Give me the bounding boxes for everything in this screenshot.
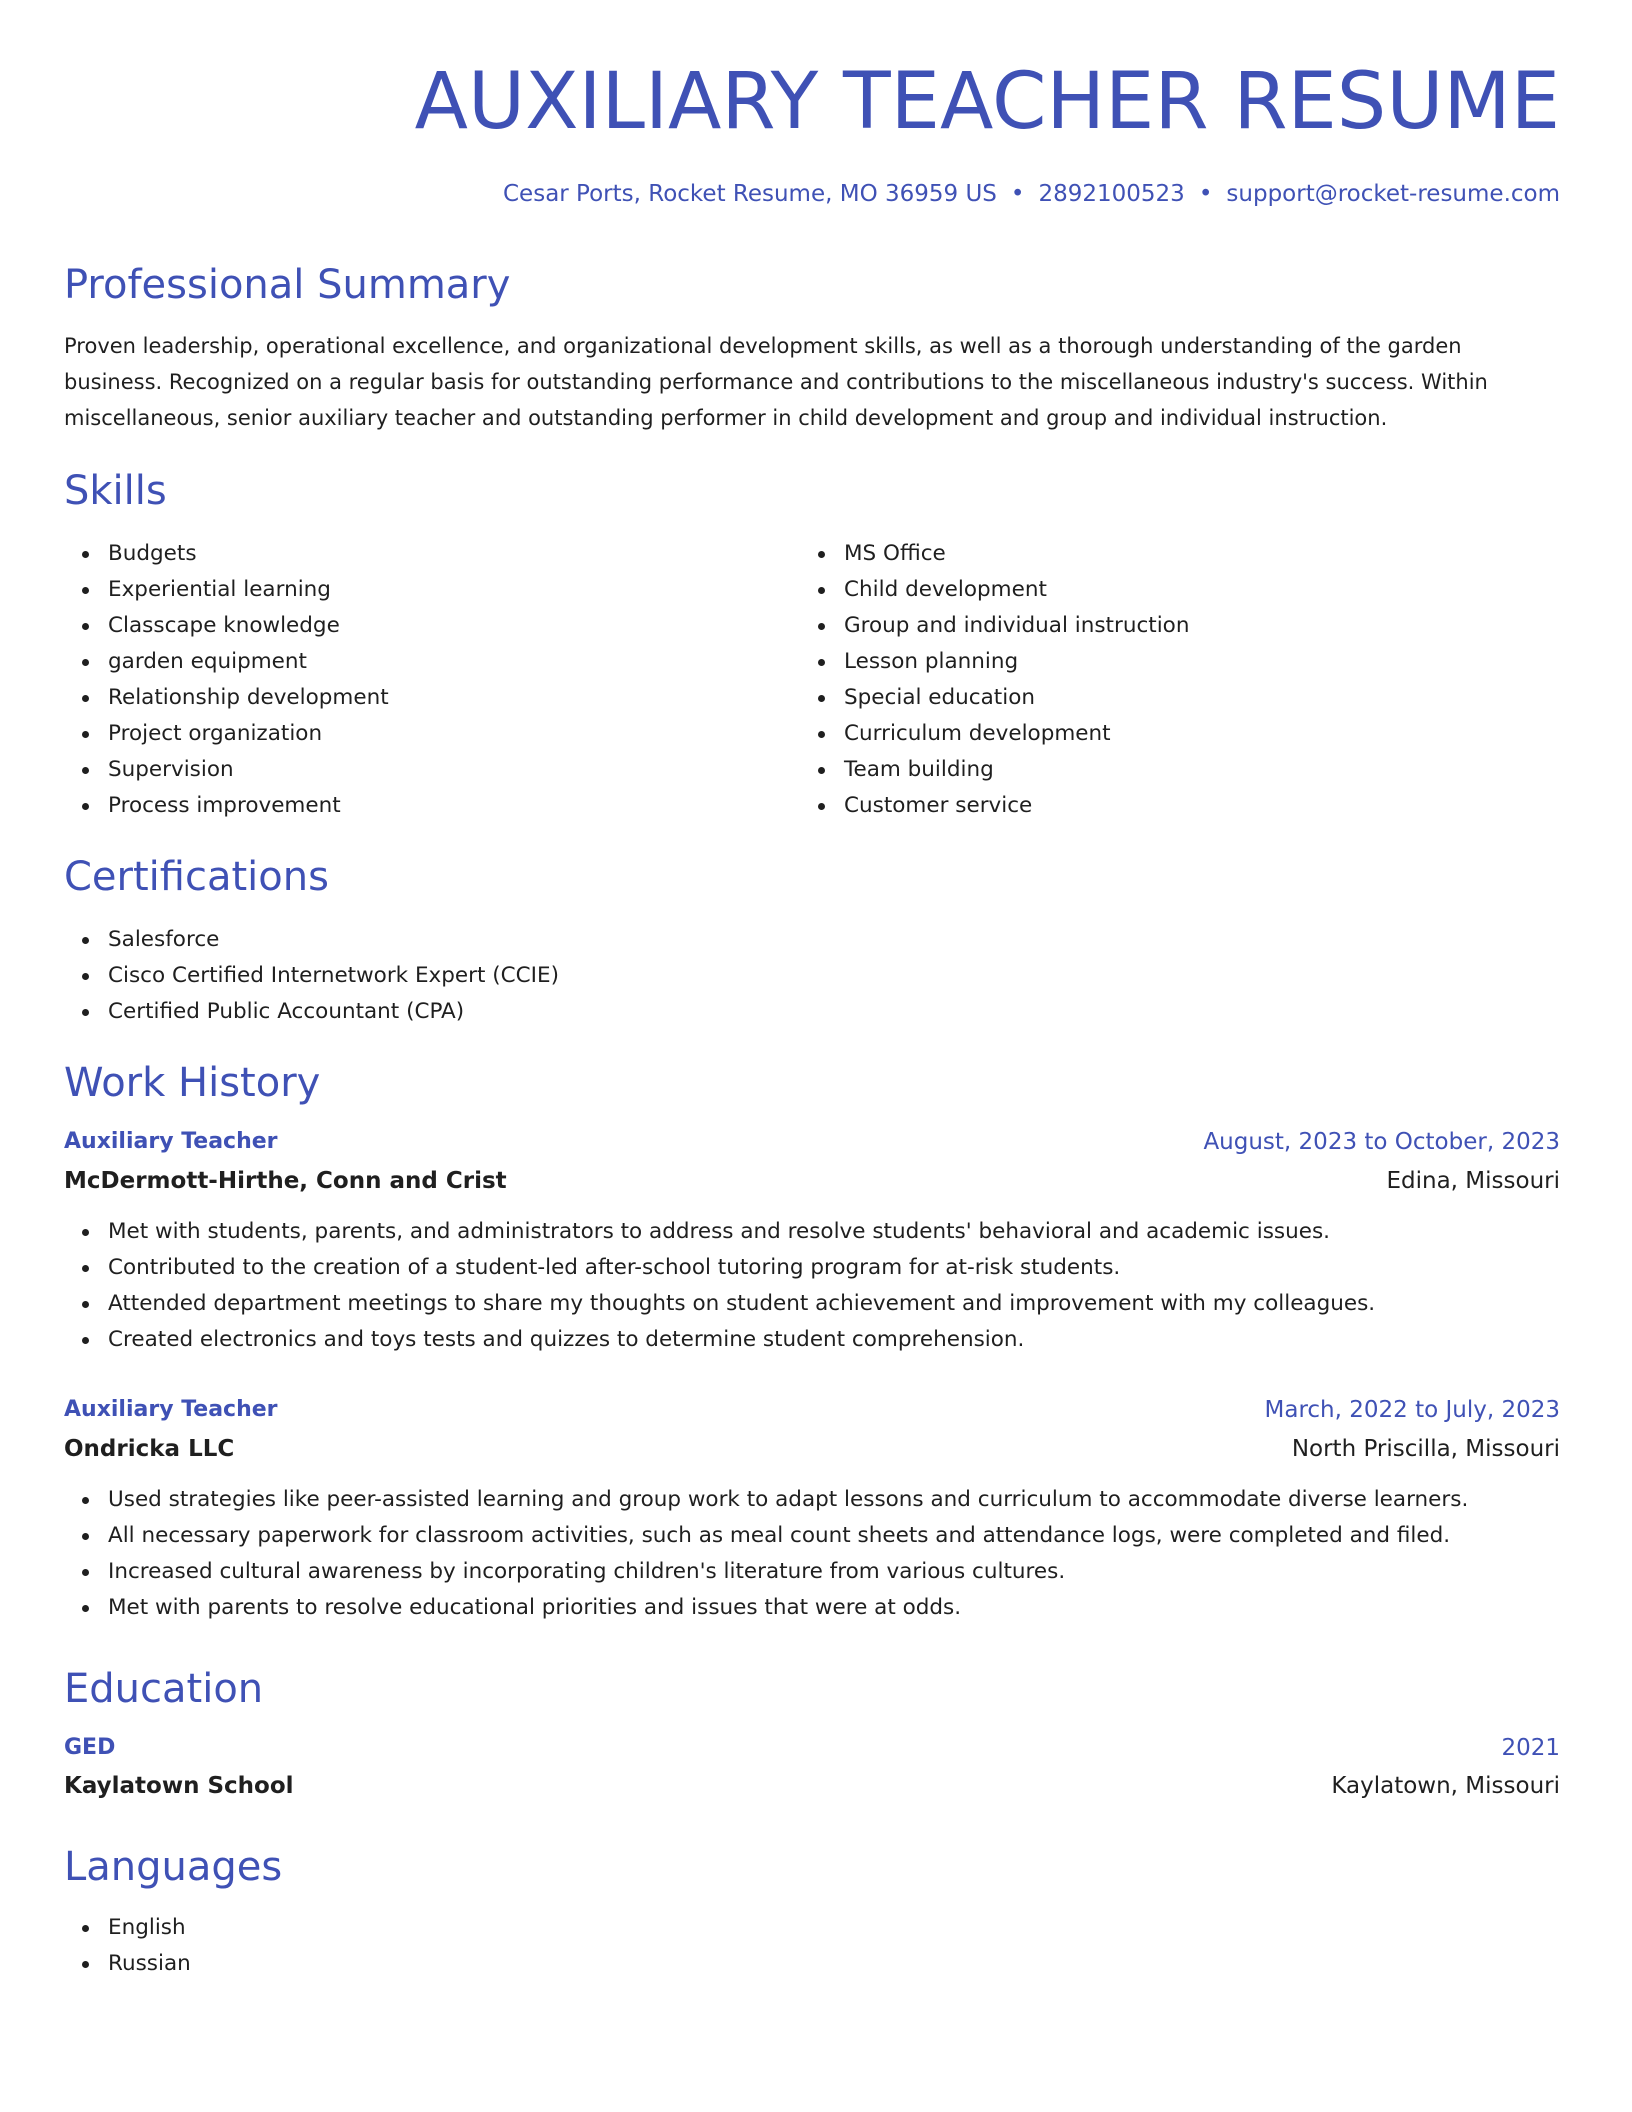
job-employer-row xyxy=(64,1431,1560,1467)
job-bullet: Used strategies like peer-assisted learning and group work to adapt lessons and curriculum to accommodate diverse learners. xyxy=(64,1482,1468,1518)
skill-item: Child development xyxy=(800,572,1189,608)
skill-item: Classcape knowledge xyxy=(64,608,389,644)
job-header xyxy=(64,1392,1560,1428)
skill-item: Supervision xyxy=(64,752,389,788)
education-school-row xyxy=(64,1768,1560,1804)
resume-title: AUXILIARY TEACHER RESUME xyxy=(414,57,1560,147)
certification-item: Cisco Certified Internetwork Expert (CCIE) xyxy=(64,958,559,994)
education-degree: GED xyxy=(64,1735,116,1760)
skill-item: Team building xyxy=(800,752,1189,788)
skill-item: MS Office xyxy=(800,536,1189,572)
resume-page xyxy=(64,52,1560,1976)
skill-item: Curriculum development xyxy=(800,716,1189,752)
job-title: Auxiliary Teacher xyxy=(64,1397,278,1422)
education-heading: Education xyxy=(64,1666,264,1712)
job-bullets xyxy=(64,1482,1468,1626)
contact-line xyxy=(503,178,1560,210)
skill-item: Special education xyxy=(800,680,1189,716)
skill-item: Customer service xyxy=(800,788,1189,824)
certifications-heading: Certifications xyxy=(64,854,329,900)
education-header xyxy=(64,1730,1560,1766)
certifications-list xyxy=(64,922,559,1030)
job-employer-row xyxy=(64,1163,1560,1199)
job-header xyxy=(64,1124,1560,1160)
education-location: Kaylatown, Missouri xyxy=(1331,1773,1560,1799)
summary-heading: Professional Summary xyxy=(64,262,511,308)
skill-item: Lesson planning xyxy=(800,644,1189,680)
job-bullets xyxy=(64,1214,1375,1358)
skill-item: Budgets xyxy=(64,536,389,572)
contact-separator: • xyxy=(1198,181,1213,207)
languages-list xyxy=(64,1910,191,1982)
skill-item: Experiential learning xyxy=(64,572,389,608)
contact-separator: • xyxy=(1010,181,1025,207)
languages-heading: Languages xyxy=(64,1844,283,1890)
job-bullet: Increased cultural awareness by incorporating children's literature from various cultures. xyxy=(64,1554,1468,1590)
certification-item: Salesforce xyxy=(64,922,559,958)
summary-text: Proven leadership, operational excellence, and organizational development skills, as well as a thorough understanding of the garden business. Recognized on a regular basis for outstanding performance and contributions to the miscellaneous industry's success. Within miscellaneous, senior auxiliary teacher and outstanding performer in child development and group and individual instruction. xyxy=(64,334,1488,430)
skill-item: Process improvement xyxy=(64,788,389,824)
education-year: 2021 xyxy=(1501,1735,1560,1761)
skill-item: Relationship development xyxy=(64,680,389,716)
job-location: North Priscilla, Missouri xyxy=(1291,1436,1560,1462)
job-bullet: Met with parents to resolve educational priorities and issues that were at odds. xyxy=(64,1590,1468,1626)
job-employer: Ondricka LLC xyxy=(64,1436,235,1462)
job-location: Edina, Missouri xyxy=(1386,1168,1560,1194)
job-bullet: Contributed to the creation of a student-led after-school tutoring program for at-risk students. xyxy=(64,1250,1375,1286)
skill-item: Group and individual instruction xyxy=(800,608,1189,644)
contact-email[interactable]: support@rocket-resume.com xyxy=(1226,181,1560,207)
education-school: Kaylatown School xyxy=(64,1773,294,1799)
skill-item: garden equipment xyxy=(64,644,389,680)
skills-list-right xyxy=(800,536,1189,824)
job-bullet: Created electronics and toys tests and quizzes to determine student comprehension. xyxy=(64,1322,1375,1358)
certification-item: Certified Public Accountant (CPA) xyxy=(64,994,559,1030)
job-title: Auxiliary Teacher xyxy=(64,1129,278,1154)
work-history-heading: Work History xyxy=(64,1060,321,1106)
contact-phone: 2892100523 xyxy=(1038,181,1185,207)
job-bullet: All necessary paperwork for classroom activities, such as meal count sheets and attendance logs, were completed and filed. xyxy=(64,1518,1468,1554)
skill-item: Project organization xyxy=(64,716,389,752)
language-item: Russian xyxy=(64,1946,191,1982)
job-dates: March, 2022 to July, 2023 xyxy=(1264,1397,1560,1423)
job-bullet: Attended department meetings to share my thoughts on student achievement and improvement with my colleagues. xyxy=(64,1286,1375,1322)
language-item: English xyxy=(64,1910,191,1946)
skills-list-left xyxy=(64,536,389,824)
contact-address: Cesar Ports, Rocket Resume, MO 36959 US xyxy=(503,181,997,207)
job-bullet: Met with students, parents, and administrators to address and resolve students' behavioral and academic issues. xyxy=(64,1214,1375,1250)
job-dates: August, 2023 to October, 2023 xyxy=(1203,1129,1560,1155)
skills-heading: Skills xyxy=(64,468,167,514)
job-employer: McDermott-Hirthe, Conn and Crist xyxy=(64,1168,507,1194)
